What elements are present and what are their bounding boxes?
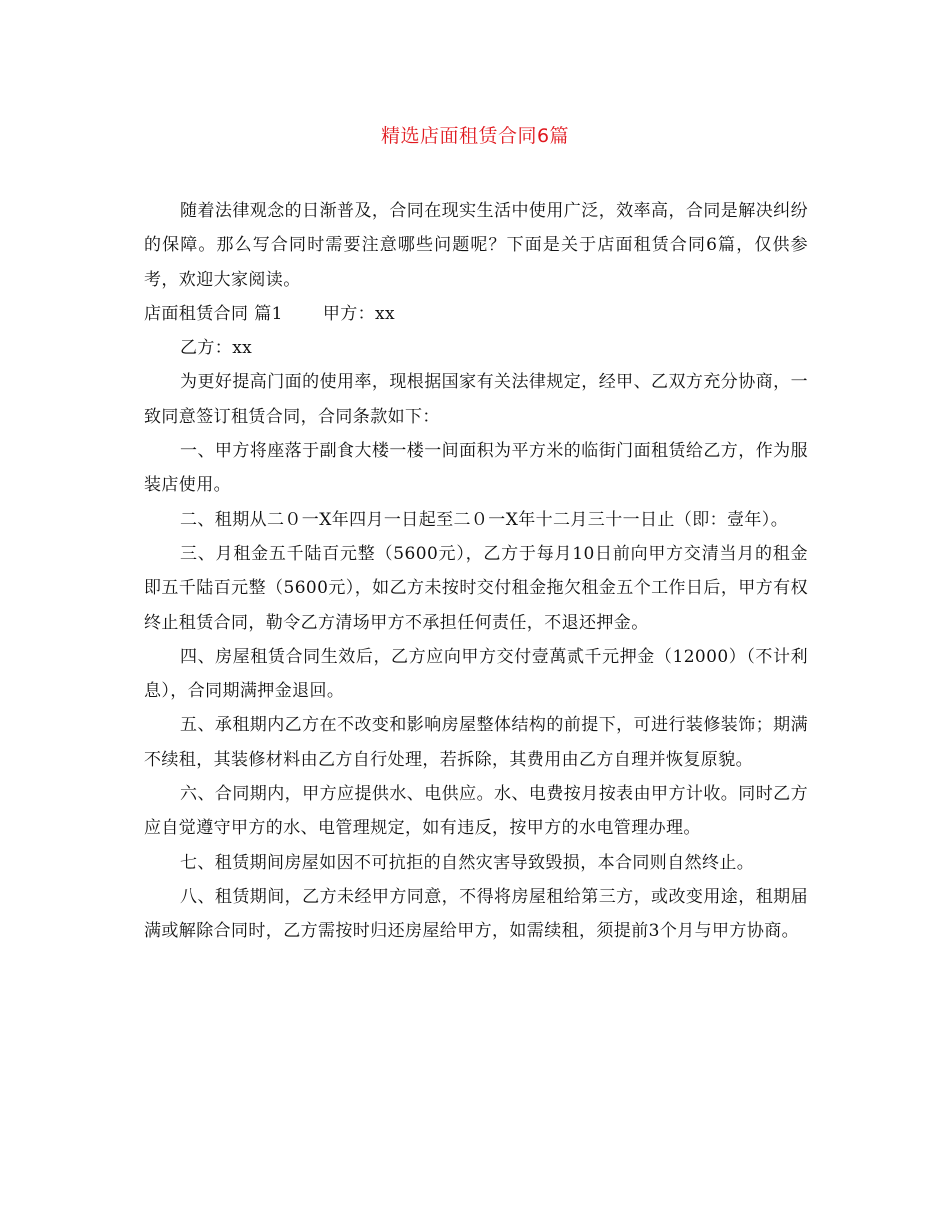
clause-paragraph: 二、租期从二０一X年四月一日起至二０一X年十二月三十一日止（即：壹年）。	[180, 509, 789, 530]
clause-paragraph: 六、合同期内，甲方应提供水、电供应。水、电费按月按表由甲方计收。同时乙方应自觉遵守甲方的水、电管理规定，如有违反，按甲方的水电管理办理。	[144, 784, 808, 839]
document-body	[144, 194, 808, 949]
clause-paragraph: 四、房屋租赁合同生效后，乙方应向甲方交付壹萬贰千元押金（12000）（不计利息），合同期满押金退回。	[144, 646, 808, 702]
section-heading-line	[144, 297, 808, 331]
document-title: 精选店面租赁合同6篇	[380, 125, 570, 147]
clause-paragraph: 八、租赁期间，乙方未经甲方同意，不得将房屋租给第三方，或改变用途，租期届满或解除合同时，乙方需按时归还房屋给甲方，如需续租，须提前3个月与甲方协商。	[144, 886, 808, 942]
intro-paragraph: 随着法律观念的日渐普及，合同在现实生活中使用广泛，效率高，合同是解决纠纷的保障。那么写合同时需要注意哪些问题呢？下面是关于店面租赁合同6篇，仅供参考，欢迎大家阅读。	[144, 201, 808, 290]
section-heading: 店面租赁合同 篇1	[144, 303, 283, 324]
clause-paragraph: 五、承租期内乙方在不改变和影响房屋整体结构的前提下，可进行装修装饰；期满不续租，其装修材料由乙方自行处理，若拆除，其费用由乙方自理并恢复原貌。	[144, 715, 808, 770]
clause-paragraph: 七、租赁期间房屋如因不可抗拒的自然灾害导致毁损，本合同则自然终止。	[180, 852, 755, 873]
party-a: 甲方：xx	[322, 303, 396, 324]
clause-paragraph: 一、甲方将座落于副食大楼一楼一间面积为平方米的临街门面租赁给乙方，作为服装店使用。	[144, 441, 808, 496]
party-b: 乙方：xx	[180, 338, 253, 359]
preamble-paragraph: 为更好提高门面的使用率，现根据国家有关法律规定，经甲、乙双方充分协商，一致同意签订租赁合同，合同条款如下：	[144, 372, 808, 427]
clause-paragraph: 三、月租金五千陆百元整（5600元），乙方于每月10日前向甲方交清当月的租金即五千陆百元整（5600元），如乙方未按时交付租金拖欠租金五个工作日后，甲方有权终止租赁合同，勒令乙方清场甲方不承担任何责任，不退还押金。	[144, 543, 808, 633]
